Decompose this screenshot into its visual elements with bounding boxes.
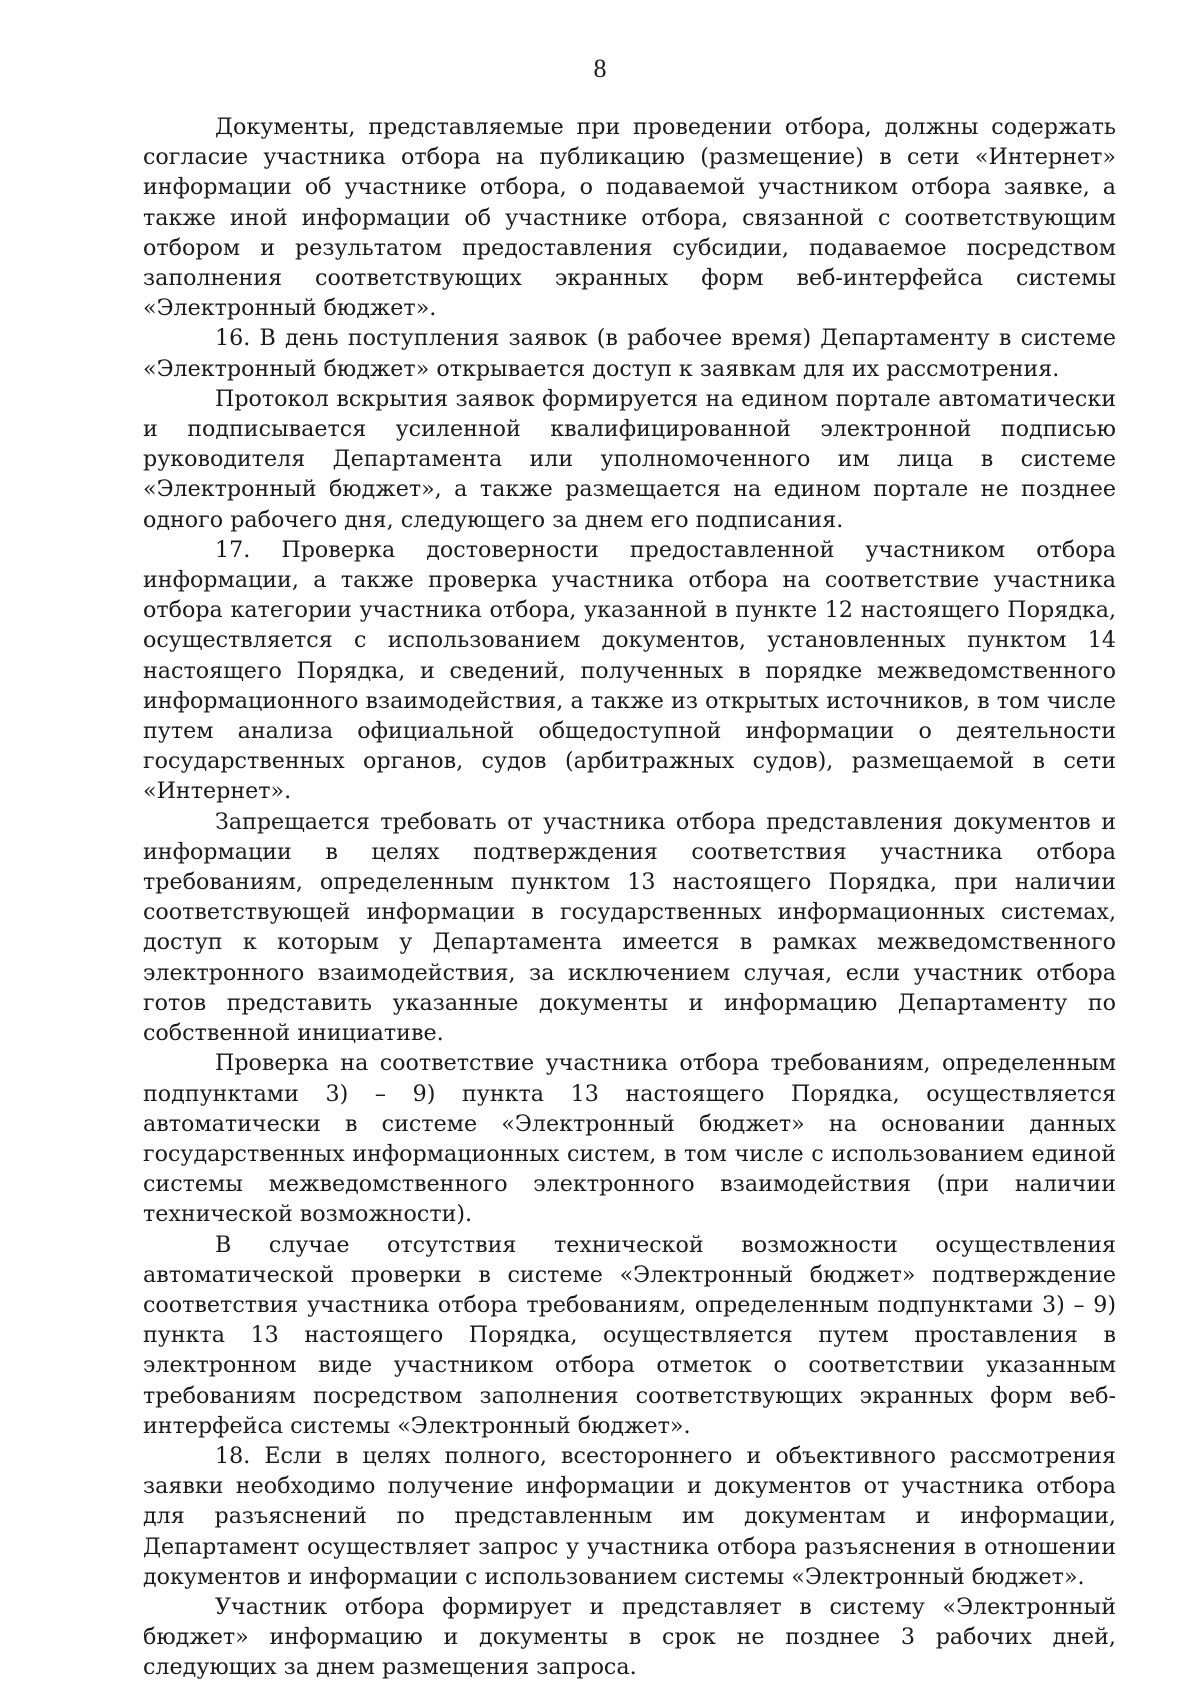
paragraph-opening-protocol: Протокол вскрытия заявок формируется на едином портале автоматически и подписывается усиленной квалифицированной электронной подписью руководителя Департамента или уполномоченного им лица в системе «Электронный бюджет», а также размещается на едином портале не позднее одного рабочего дня, следующего за днем его подписания.: [143, 385, 1116, 533]
paragraph-prohibition: Запрещается требовать от участника отбора представления документов и информации в целях подтверждения соответствия участника отбора требованиям, определенным пунктом 13 настоящего Порядка, при наличии соответствующей информации в государственных информационных системах, доступ к которым у Департамента имеется в рамках межведомственного электронного взаимодействия, за исключением случая, если участник отбора готов представить указанные документы и информацию Департаменту по собственной инициативе.: [143, 808, 1116, 1047]
paragraph-18-clarification: 18. Если в целях полного, всестороннего и объективного рассмотрения заявки необходимо получение информации и документов от участника отбора для разъяснений по представленным им документам и информации, Департамент осуществляет запрос у участника отбора разъяснения в отношении документов и информации с использованием системы «Электронный бюджет».: [143, 1442, 1116, 1590]
paragraph-documents-consent: Документы, представляемые при проведении отбора, должны содержать согласие участника отбора на публикацию (размещение) в сети «Интернет» информации об участнике отбора, о подаваемой участником отбора заявке, а также иной информации об участнике отбора, связанной с соответствующим отбором и результатом предоставления субсидии, подаваемое посредством заполнения соответствующих экранных форм веб-интерфейса системы «Электронный бюджет».: [143, 114, 1116, 322]
document-body: [143, 112, 1116, 1683]
paragraph-manual-check: В случае отсутствия технической возможности осуществления автоматической проверки в системе «Электронный бюджет» подтверждение соответствия участника отбора требованиям, определенным подпунктами 3) – 9) пункта 13 настоящего Порядка, осуществляется путем проставления в электронном виде участником отбора отметок о соответствии указанным требованиям посредством заполнения соответствующих экранных форм веб-интерфейса системы «Электронный бюджет».: [143, 1231, 1116, 1439]
paragraph-automatic-check: Проверка на соответствие участника отбора требованиям, определенным подпунктами 3) – 9) пункта 13 настоящего Порядка, осуществляется автоматически в системе «Электронный бюджет» на основании данных государственных информационных систем, в том числе с использованием единой системы межведомственного электронного взаимодействия (при наличии технической возможности).: [143, 1050, 1116, 1228]
paragraph-response-deadline: Участник отбора формирует и представляет в систему «Электронный бюджет» информацию и документы в срок не позднее 3 рабочих дней, следующих за днем размещения запроса.: [143, 1593, 1116, 1681]
paragraph-16-access: 16. В день поступления заявок (в рабочее время) Департаменту в системе «Электронный бюджет» открывается доступ к заявкам для их рассмотрения.: [143, 325, 1116, 382]
page-number: 8: [593, 54, 607, 83]
paragraph-17-verification: 17. Проверка достоверности предоставленной участником отбора информации, а также проверка участника отбора на соответствие участника отбора категории участника отбора, указанной в пункте 12 настоящего Порядка, осуществляется с использованием документов, установленных пунктом 14 настоящего Порядка, и сведений, полученных в порядке межведомственного информационного взаимодействия, а также из открытых источников, в том числе путем анализа официальной общедоступной информации о деятельности государственных органов, судов (арбитражных судов), размещаемой в сети «Интернет».: [143, 536, 1116, 805]
